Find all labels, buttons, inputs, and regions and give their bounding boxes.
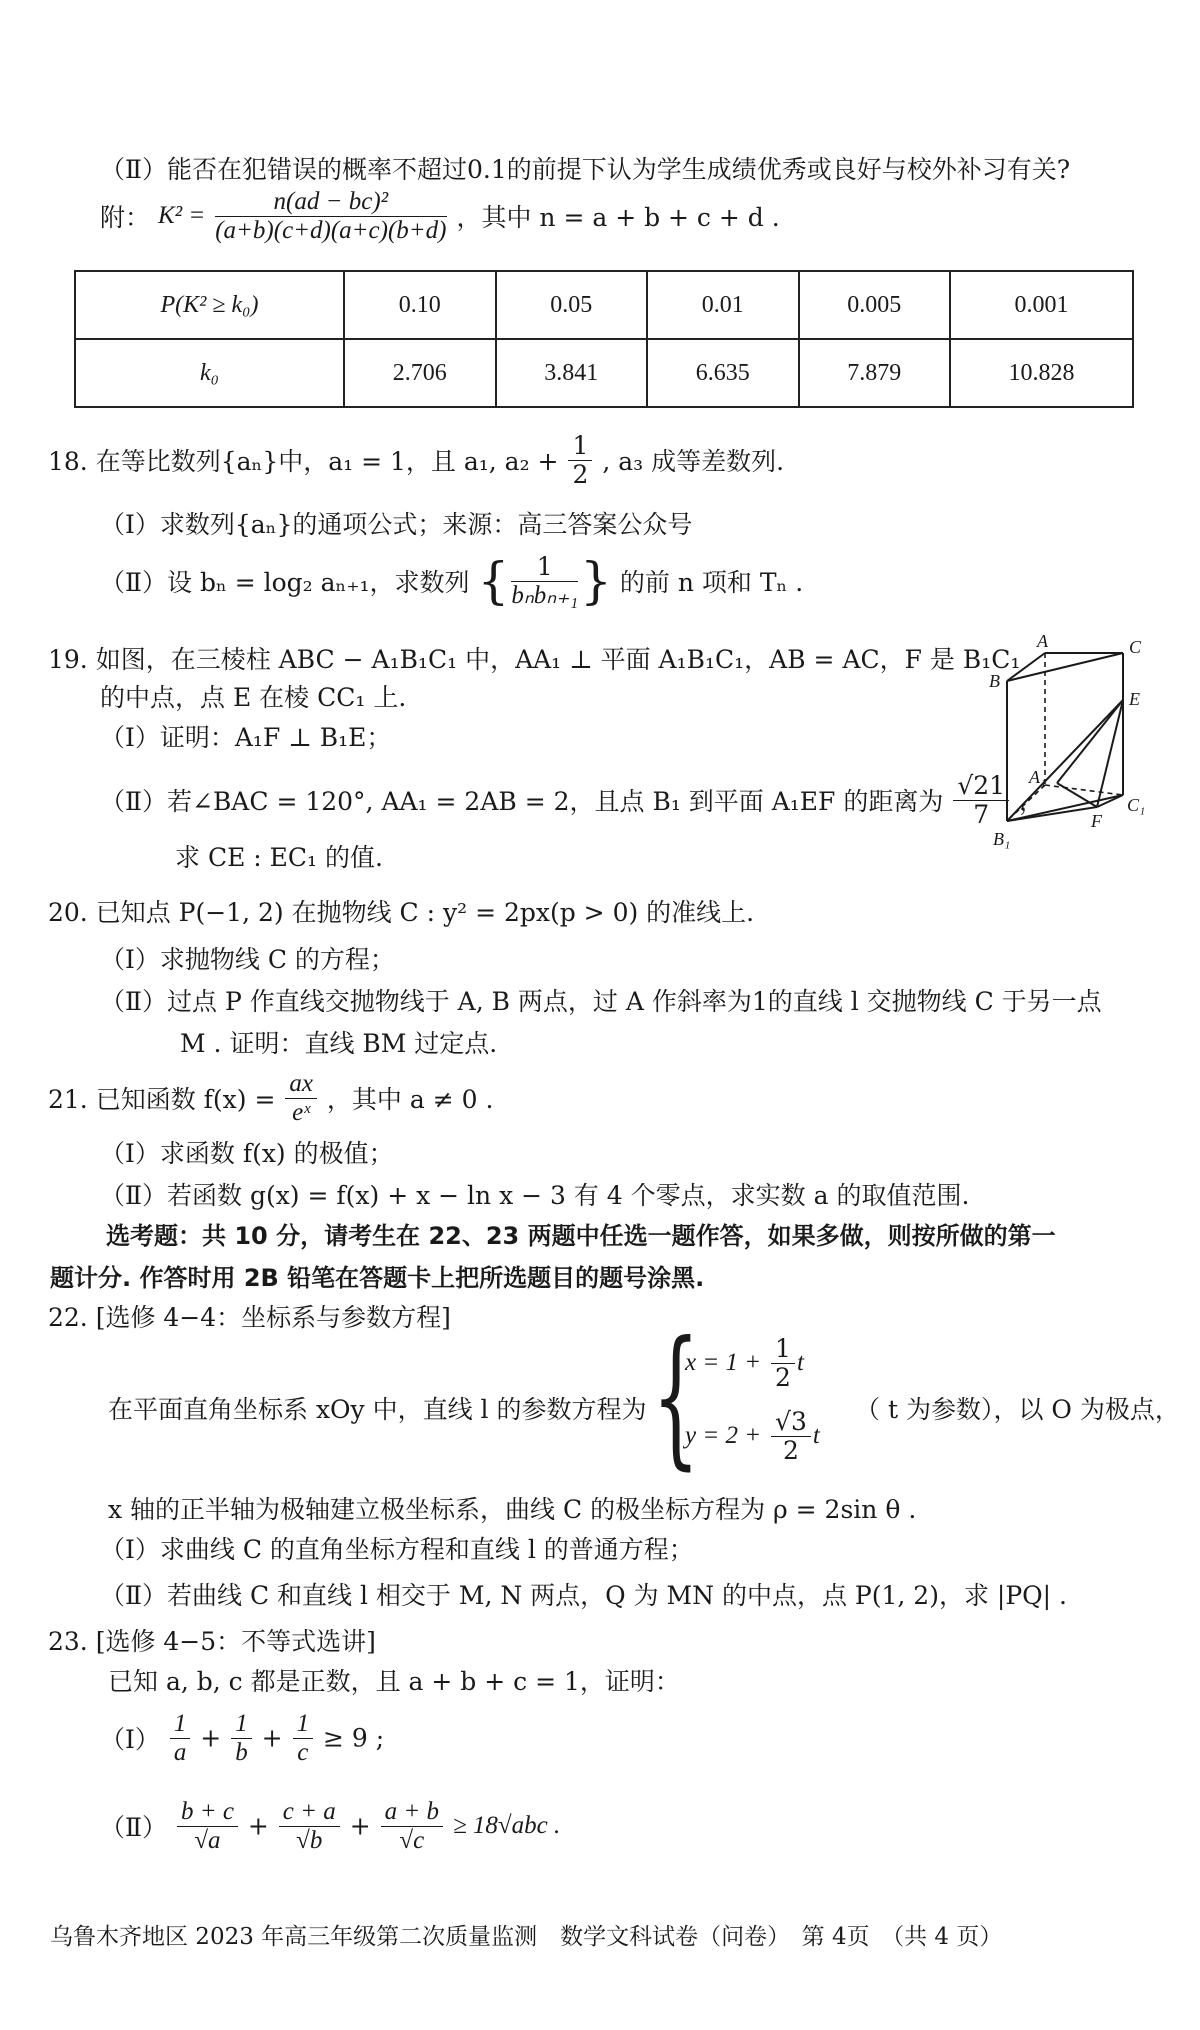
q22-title: 22. [选修 4−4：坐标系与参数方程]	[48, 1303, 451, 1332]
frac-den: b	[235, 1738, 248, 1766]
frac-den: √c	[399, 1826, 425, 1854]
q18-part2-tail: 的前 n 项和 Tₙ .	[619, 568, 804, 597]
q23-part2-label: （Ⅱ）	[100, 1813, 167, 1842]
q18-fraction	[568, 432, 592, 488]
q23-part1-term	[170, 1710, 191, 1766]
formula-fraction	[215, 188, 446, 244]
frac-num: 1	[231, 1710, 252, 1739]
frac-den: a	[173, 1738, 187, 1766]
q22-eq2	[685, 1408, 820, 1464]
frac-num: 1	[170, 1710, 191, 1739]
frac-den: √a	[194, 1826, 221, 1854]
critical-value-table	[74, 270, 1134, 408]
q23-part2-term	[177, 1798, 238, 1854]
q22-eq2-text: y = 2 +	[685, 1422, 762, 1449]
q22-part2: （Ⅱ）若曲线 C 和直线 l 相交于 M, N 两点，Q 为 MN 的中点，点 P(1, 2)，求 |PQ| .	[100, 1581, 1067, 1610]
q23-part2	[100, 1798, 560, 1854]
fig-label: B₁	[993, 829, 1011, 849]
q20-part2a: （Ⅱ）过点 P 作直线交抛物线于 A, B 两点，过 A 作斜率为1的直线 l 交抛物线 C 于另一点	[100, 987, 1102, 1016]
q22-line2: x 轴的正半轴为极轴建立极坐标系，曲线 C 的极坐标方程为 ρ = 2sin θ .	[108, 1495, 917, 1524]
q18-part2-frac-den: bₙbₙ₊₁	[511, 581, 579, 609]
frac-den: c	[297, 1738, 309, 1766]
fig-label: B	[989, 671, 1000, 691]
q23-part1-label: （Ⅰ）	[100, 1725, 160, 1754]
fig-label: F	[1091, 811, 1102, 831]
q22-text-tail: （ t 为参数），以 O 为极点，	[855, 1395, 1180, 1424]
q18-part2-fraction	[511, 553, 578, 609]
q21-frac-den: eˣ	[292, 1098, 311, 1126]
fig-label: A₁	[1029, 767, 1047, 787]
q21-part1: （Ⅰ）求函数 f(x) 的极值；	[100, 1139, 394, 1168]
plus-sign: +	[349, 1811, 371, 1841]
q22-part1: （Ⅰ）求曲线 C 的直角坐标方程和直线 l 的普通方程；	[100, 1535, 694, 1564]
q19-line2: 的中点，点 E 在棱 CC₁ 上.	[100, 683, 407, 712]
table-cell: 3.841	[496, 339, 648, 407]
q23-part1-term	[293, 1710, 314, 1766]
q18-stem-tail: , a₃ 成等差数列.	[602, 447, 785, 476]
q22-text: 在平面直角坐标系 xOy 中，直线 l 的参数方程为	[108, 1395, 647, 1424]
table-cell: 6.635	[647, 339, 799, 407]
q18-frac-num: 1	[568, 432, 592, 461]
formula-denominator: (a+b)(c+d)(a+c)(b+d)	[215, 216, 447, 244]
q23-part1-rhs: ≥ 9 ;	[323, 1723, 385, 1753]
frac-num: b + c	[177, 1798, 238, 1827]
prism-figure	[985, 635, 1160, 860]
table-row	[75, 339, 1133, 407]
appendix-formula	[100, 188, 780, 244]
formula-note: ，其中 n = a + b + c + d .	[456, 203, 780, 232]
table-row-head: k₀	[75, 339, 344, 407]
q21-part2: （Ⅱ）若函数 g(x) = f(x) + x − ln x − 3 有 4 个零点，求实数 a 的取值范围.	[100, 1181, 970, 1210]
frac-num: 1	[293, 1710, 314, 1739]
q23-part1-term	[231, 1710, 252, 1766]
q23-part2-term	[381, 1798, 443, 1854]
plus-sign: +	[261, 1723, 283, 1753]
q18-stem	[48, 432, 784, 488]
q22-eq2-den: 2	[783, 1435, 799, 1465]
q21-stem	[48, 1070, 493, 1126]
formula-numerator: n(ad − bc)²	[215, 188, 446, 217]
q23-part1	[100, 1710, 384, 1766]
table-cell: 10.828	[950, 339, 1133, 407]
q19-frac-num: √21	[953, 772, 1009, 801]
q22-eq2-fraction	[771, 1408, 811, 1464]
table-cell: 0.005	[799, 271, 951, 339]
q19-part2-text: （Ⅱ）若∠BAC = 120°, AA₁ = 2AB = 2，且点 B₁ 到平面 A₁EF 的距离为	[100, 787, 944, 816]
q19-part2-tail: ，	[1019, 787, 1045, 816]
formula-lhs: K² =	[157, 202, 206, 229]
q17-part2: （Ⅱ）能否在犯错误的概率不超过0.1的前提下认为学生成绩优秀或良好与校外补习有关?	[100, 155, 1071, 184]
table-cell: 0.10	[344, 271, 496, 339]
q22-eq1-fraction	[771, 1335, 795, 1391]
q20-part2b: M . 证明：直线 BM 过定点.	[180, 1029, 498, 1058]
q21-fraction	[285, 1070, 317, 1126]
left-brace: {	[477, 552, 510, 610]
q21-frac-num: ax	[285, 1070, 317, 1099]
table-cell: 0.01	[647, 271, 799, 339]
q22-eq1	[685, 1335, 804, 1391]
table-cell: 2.706	[344, 339, 496, 407]
appendix-label: 附：	[100, 203, 151, 232]
elective-note-line2: 题计分. 作答时用 2B 铅笔在答题卡上把所选题目的题号涂黑.	[50, 1264, 705, 1292]
q18-part1: （Ⅰ）求数列{aₙ}的通项公式；来源：高三答案公众号	[100, 510, 693, 539]
q22-system-brace: {	[652, 1310, 700, 1484]
q18-frac-den: 2	[572, 459, 589, 489]
q23-title: 23. [选修 4−5：不等式选讲]	[48, 1627, 376, 1656]
q20-stem: 20. 已知点 P(−1, 2) 在抛物线 C : y² = 2px(p > 0) 的准线上.	[48, 898, 755, 927]
q19-part2-ask: 求 CE : EC₁ 的值.	[175, 843, 383, 872]
fig-label: C	[1129, 637, 1142, 657]
q19-part2	[100, 772, 1044, 828]
frac-num: a + b	[381, 1798, 443, 1827]
q23-part2-term	[279, 1798, 340, 1854]
q22-eq1-text: x = 1 +	[685, 1349, 762, 1376]
plus-sign: +	[247, 1811, 269, 1841]
fig-label: E	[1129, 689, 1140, 709]
q19-part1: （Ⅰ）证明：A₁F ⊥ B₁E；	[100, 723, 392, 752]
table-row	[75, 271, 1133, 339]
q22-eq2-num: √3	[771, 1408, 811, 1437]
elective-note-line1: 选考题：共 10 分，请考生在 22、23 两题中任选一题作答，如果多做，则按所做的第一	[106, 1222, 1056, 1250]
q21-stem-text: 21. 已知函数 f(x) =	[48, 1085, 276, 1114]
fig-label: A	[1037, 635, 1048, 651]
table-cell: 0.05	[496, 271, 648, 339]
q18-part2	[100, 552, 803, 610]
fig-label: C₁	[1127, 795, 1146, 815]
q18-part2-text: （Ⅱ）设 bₙ = log₂ aₙ₊₁，求数列	[100, 568, 470, 597]
page-footer: 乌鲁木齐地区 2023 年高三年级第二次质量监测 数学文科试卷（问卷） 第 4页 （共 4 页）	[50, 1924, 1003, 1950]
frac-num: c + a	[279, 1798, 340, 1827]
table-cell: 0.001	[950, 271, 1133, 339]
q22-eq2-t: t	[812, 1422, 820, 1449]
table-row-head: P(K² ≥ k₀)	[75, 271, 344, 339]
right-brace: }	[580, 552, 612, 610]
q18-stem-text: 18. 在等比数列{aₙ}中，a₁ = 1，且 a₁, a₂ +	[48, 447, 559, 476]
q18-part2-frac-num: 1	[511, 553, 578, 582]
table-cell: 7.879	[799, 339, 951, 407]
q23-part2-rhs: ≥ 18√abc .	[452, 1812, 561, 1839]
q22-eq1-num: 1	[771, 1335, 795, 1364]
frac-den: √b	[296, 1826, 323, 1854]
q19-line1: 19. 如图，在三棱柱 ABC − A₁B₁C₁ 中，AA₁ ⊥ 平面 A₁B₁C₁，AB = AC，F 是 B₁C₁	[48, 645, 1021, 674]
q23-stem: 已知 a, b, c 都是正数，且 a + b + c = 1，证明：	[108, 1667, 680, 1696]
q20-part1: （Ⅰ）求抛物线 C 的方程；	[100, 945, 395, 974]
q21-stem-tail: ，其中 a ≠ 0 .	[326, 1085, 494, 1114]
q22-eq1-t: t	[796, 1349, 804, 1376]
q19-frac-den: 7	[973, 799, 990, 829]
plus-sign: +	[200, 1723, 222, 1753]
q22-eq1-den: 2	[775, 1362, 791, 1392]
